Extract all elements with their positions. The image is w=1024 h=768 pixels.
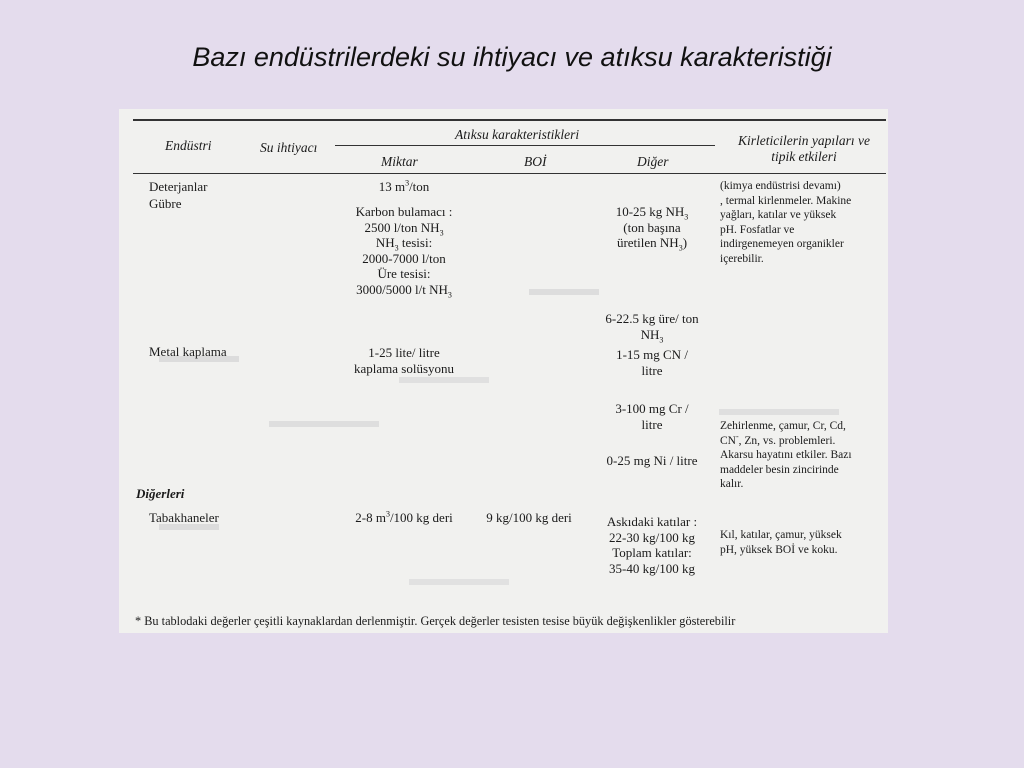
kirletici-gubre: (kimya endüstrisi devamı) , termal kirlenmeler. Makine yağları, katılar ve yüksek pH. Fosfatlar ve indirgenemeyen organikler içerebilir. — [720, 180, 852, 265]
header-atiksu: Atıksu karakteristikleri — [455, 127, 580, 142]
kirletici-metal: Zehirlenme, çamur, Cr, Cd, CN-, Zn, vs. problemleri. Akarsu hayatını etkiler. Bazı maddeler besin zincirinde kalır. — [720, 420, 852, 490]
header-kirletici-line2: tipik etkileri — [771, 149, 837, 164]
miktar-deterjan: 13 $m^3$/ton — [378, 178, 430, 194]
row-gubre: Gübre — [149, 196, 182, 211]
footnote: * Bu tablodaki değerler çeşitli kaynaklardan derlenmiştir. Gerçek değerler tesisten tesise büyük değişkenlikler gösterebilir — [135, 614, 736, 628]
header-bottom-rule — [133, 173, 886, 174]
diger-ure: 6-22.5 kg üre/ ton $NH_3$ — [605, 311, 699, 345]
row-metal-kaplama: Metal kaplama — [149, 344, 227, 359]
row-deterjanlar: Deterjanlar — [149, 179, 208, 194]
scanned-table-image — [119, 109, 888, 633]
header-diger: Diğer — [637, 154, 669, 169]
section-digerleri: Diğerleri — [136, 486, 185, 501]
row-tabakhaneler: Tabakhaneler — [149, 510, 219, 525]
header-su-ihtiyaci: Su ihtiyacı — [260, 140, 318, 155]
span-rule — [335, 145, 715, 146]
boi-tabakhane: 9 kg/100 kg deri — [486, 510, 572, 525]
kirletici-tabakhane: Kıl, katılar, çamur, yüksek pH, yüksek BOİ ve koku. — [720, 529, 842, 556]
slide-title: Bazı endüstrilerdeki su ihtiyacı ve atıksu karakteristiği — [192, 42, 832, 72]
header-kirletici — [724, 133, 884, 165]
header-endustri: Endüstri — [165, 138, 212, 153]
header-boi: BOİ — [524, 154, 547, 169]
top-rule — [133, 119, 886, 121]
miktar-gubre: Karbon bulamacı : 2500 l/ton $NH_3$ $NH_3$ tesisi: 2000-7000 l/ton Üre tesisi: 3000/5000 l/t $NH_3$ — [355, 204, 453, 300]
miktar-tabakhane: 2-8 $m^3/100$ kg deri — [355, 509, 453, 525]
header-miktar: Miktar — [381, 154, 418, 169]
diger-gubre: 10-25 kg $NH_3$ (ton başına üretilen $NH_3$) — [615, 204, 689, 253]
diger-tabakhane: Askıdaki katılar : 22-30 kg/100 kg Toplam katılar: 35-40 kg/100 kg — [606, 514, 698, 576]
diger-cr: 3-100 mg Cr / litre — [615, 401, 689, 432]
miktar-metal: 1-25 lite/ litre kaplama solüsyonu — [353, 345, 454, 376]
diger-cn: 1-15 mg CN / litre — [616, 347, 688, 378]
diger-ni: 0-25 mg Ni / litre — [606, 453, 698, 468]
header-kirletici-line1: Kirleticilerin yapıları ve — [738, 133, 870, 148]
